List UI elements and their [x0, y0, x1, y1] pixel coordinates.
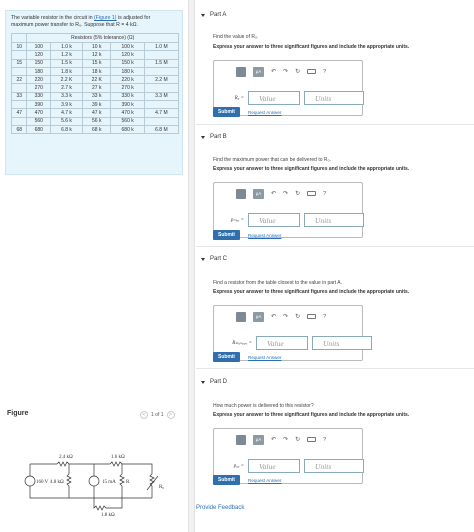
- table-cell: 270: [27, 84, 51, 92]
- answer-row: [218, 91, 364, 105]
- part-question: Find a resistor from the table closest to the value in part A.: [213, 280, 342, 286]
- units-button[interactable]: μA: [253, 312, 264, 322]
- math-toolbar: [236, 434, 326, 445]
- redo-icon[interactable]: ↷: [283, 69, 289, 75]
- table-cell: 2.2 K: [51, 76, 83, 84]
- part-instructions: Express your answer to three significant figures and include the appropriate units.: [213, 289, 410, 295]
- table-cell: 1.5 k: [51, 59, 83, 67]
- variable-label: R₀ =: [234, 95, 244, 101]
- figure-title: Figure: [7, 410, 29, 417]
- units-button[interactable]: μA: [253, 435, 264, 445]
- table-cell: 33: [12, 92, 27, 100]
- table-cell: 120 k: [111, 51, 144, 59]
- table-cell: 68 k: [83, 125, 111, 133]
- provide-feedback-link[interactable]: Provide Feedback: [196, 505, 245, 511]
- units-input[interactable]: Units: [312, 336, 372, 350]
- circuit-diagram: [22, 448, 187, 520]
- part-question: Find the value of R₀.: [213, 34, 259, 40]
- math-toolbar: [236, 188, 326, 199]
- value-input[interactable]: Value: [248, 213, 300, 227]
- part-instructions: Express your answer to three significant figures and include the appropriate units.: [213, 44, 410, 50]
- reset-icon[interactable]: ↻: [295, 69, 301, 75]
- variable-label: p₀ₒ =: [233, 463, 244, 469]
- table-row: [12, 109, 179, 117]
- resistor-load: [150, 474, 154, 498]
- reset-icon[interactable]: ↻: [295, 437, 301, 443]
- table-cell: 220 k: [111, 76, 144, 84]
- current-source: [89, 476, 99, 486]
- intro-line1b: is adjusted for: [118, 15, 151, 21]
- reset-icon[interactable]: ↻: [295, 314, 301, 320]
- table-cell: [144, 67, 178, 75]
- undo-icon[interactable]: ↶: [271, 314, 277, 320]
- table-row: [12, 101, 179, 109]
- intro-line2: maximum power transfer to R₀. Suppose that R = 4 kΩ.: [11, 22, 138, 28]
- table-cell: [12, 101, 27, 109]
- table-cell: 120: [27, 51, 51, 59]
- table-cell: [12, 84, 27, 92]
- table-cell: 68: [12, 125, 27, 133]
- help-icon[interactable]: ?: [323, 190, 327, 197]
- redo-icon[interactable]: ↷: [283, 314, 289, 320]
- table-cell: 390: [27, 101, 51, 109]
- table-cell: 680 k: [111, 125, 144, 133]
- answer-row: [218, 213, 364, 227]
- units-input[interactable]: Units: [304, 459, 364, 473]
- table-row: [12, 76, 179, 84]
- r3-label: 4.8 kΩ: [50, 480, 64, 485]
- table-row: [12, 84, 179, 92]
- table-cell: 18 k: [83, 67, 111, 75]
- units-button[interactable]: μA: [253, 67, 264, 77]
- answer-row: [218, 459, 364, 473]
- submit-button[interactable]: Submit: [213, 475, 240, 485]
- current-label: 15 mA: [102, 480, 116, 485]
- units-input[interactable]: Units: [304, 213, 364, 227]
- table-cell: 220: [27, 76, 51, 84]
- table-cell: [144, 84, 178, 92]
- table-cell: 180: [27, 67, 51, 75]
- undo-icon[interactable]: ↶: [271, 69, 277, 75]
- table-cell: 100: [27, 43, 51, 51]
- table-cell: 100 k: [111, 43, 144, 51]
- variable-arrow: [147, 476, 158, 490]
- parts-panel: [196, 0, 474, 532]
- part-question: Find the maximum power that can be delivered to R₀.: [213, 157, 331, 163]
- table-row: [12, 67, 179, 75]
- collapse-icon: [201, 136, 205, 139]
- table-cell: 150 k: [111, 59, 144, 67]
- part-question: How much power is delivered to this resistor?: [213, 403, 314, 409]
- table-cell: 15: [12, 59, 27, 67]
- part-separator: [196, 368, 474, 369]
- part-instructions: Express your answer to three significant figures and include the appropriate units.: [213, 412, 410, 418]
- table-cell: 680: [27, 125, 51, 133]
- part-title: Part A: [210, 12, 227, 18]
- load-label: R₀: [159, 485, 165, 490]
- table-row: [12, 125, 179, 133]
- request-answer-link[interactable]: Request Answer: [248, 110, 282, 115]
- table-cell: 5.6 k: [51, 117, 83, 125]
- next-figure-button[interactable]: >: [167, 411, 175, 419]
- undo-icon[interactable]: ↶: [271, 191, 277, 197]
- table-cell: 47 k: [83, 109, 111, 117]
- problem-panel: [0, 0, 188, 532]
- collapse-icon: [201, 258, 205, 261]
- table-row: [12, 43, 179, 51]
- table-cell: 39 k: [83, 101, 111, 109]
- resistor-r4: [94, 498, 122, 510]
- redo-icon[interactable]: ↷: [283, 437, 289, 443]
- table-cell: 33 k: [83, 92, 111, 100]
- request-answer-link[interactable]: Request Answer: [248, 233, 282, 238]
- prev-figure-button[interactable]: <: [140, 411, 148, 419]
- table-cell: 470 k: [111, 109, 144, 117]
- table-row: [12, 59, 179, 67]
- voltage-label: 160 V: [36, 480, 49, 485]
- request-answer-link[interactable]: Request Answer: [248, 478, 282, 483]
- table-cell: 330: [27, 92, 51, 100]
- undo-icon[interactable]: ↶: [271, 437, 277, 443]
- table-cell: 3.3 M: [144, 92, 178, 100]
- math-toolbar: [236, 66, 326, 77]
- table-cell: 150: [27, 59, 51, 67]
- help-icon[interactable]: ?: [323, 436, 327, 443]
- table-cell: 4.7 k: [51, 109, 83, 117]
- variable-label: Rₛₜₐₙₑₐᵣₑ =: [232, 341, 252, 346]
- table-cell: 4.7 M: [144, 109, 178, 117]
- collapse-icon: [201, 14, 205, 17]
- table-cell: 6.8 M: [144, 125, 178, 133]
- table-cell: 390 k: [111, 101, 144, 109]
- resistor-table: [11, 33, 179, 134]
- template-icon[interactable]: [236, 312, 246, 322]
- table-cell: 12 k: [83, 51, 111, 59]
- panel-divider[interactable]: [188, 0, 195, 532]
- template-icon[interactable]: [236, 435, 246, 445]
- value-input[interactable]: Value: [248, 91, 300, 105]
- figure-link[interactable]: (Figure 1): [94, 15, 117, 21]
- keyboard-icon[interactable]: [307, 314, 316, 319]
- r1-label: 2.4 kΩ: [59, 455, 73, 460]
- resistor-r1: [57, 462, 69, 466]
- help-icon[interactable]: ?: [323, 313, 327, 320]
- table-cell: 1.0 k: [51, 43, 83, 51]
- table-cell: [144, 117, 178, 125]
- table-cell: 2.7 k: [51, 84, 83, 92]
- part-c-header[interactable]: [201, 256, 227, 262]
- part-instructions: Express your answer to three significant figures and include the appropriate units.: [213, 166, 410, 172]
- collapse-icon: [201, 381, 205, 384]
- table-cell: [12, 51, 27, 59]
- problem-intro: [5, 10, 183, 175]
- figure-pager: [140, 411, 175, 419]
- part-title: Part D: [210, 379, 228, 385]
- table-cell: 470: [27, 109, 51, 117]
- var-label: R: [126, 480, 130, 485]
- keyboard-icon[interactable]: [307, 437, 316, 442]
- table-cell: 1.5 M: [144, 59, 178, 67]
- table-cell: 27 k: [83, 84, 111, 92]
- table-cell: 22 K: [83, 76, 111, 84]
- variable-label: pₘₐₓ =: [230, 218, 244, 223]
- math-toolbar: [236, 311, 326, 322]
- table-cell: 1.8 k: [51, 67, 83, 75]
- table-row: [12, 51, 179, 59]
- intro-text: [11, 15, 177, 29]
- wire: [122, 464, 152, 474]
- voltage-source: [25, 476, 35, 486]
- part-separator: [196, 246, 474, 247]
- part-b-header[interactable]: [201, 134, 227, 140]
- table-cell: [144, 51, 178, 59]
- part-d-header[interactable]: [201, 379, 227, 385]
- table-row: [12, 92, 179, 100]
- request-answer-link[interactable]: Request Answer: [248, 355, 282, 360]
- resistor-r3: [67, 464, 71, 498]
- table-cell: 560 k: [111, 117, 144, 125]
- resistor-var: [120, 464, 124, 498]
- part-separator: [196, 124, 474, 125]
- submit-button[interactable]: Submit: [213, 107, 240, 117]
- template-icon[interactable]: [236, 67, 246, 77]
- table-cell: 3.3 k: [51, 92, 83, 100]
- value-input[interactable]: Value: [256, 336, 308, 350]
- r4-label: 1.8 kΩ: [101, 513, 115, 518]
- table-cell: 6.8 k: [51, 125, 83, 133]
- part-title: Part B: [210, 134, 227, 140]
- table-cell: 560: [27, 117, 51, 125]
- help-icon[interactable]: ?: [323, 68, 327, 75]
- table-cell: 15 k: [83, 59, 111, 67]
- table-cell: 180 k: [111, 67, 144, 75]
- submit-button[interactable]: Submit: [213, 230, 240, 240]
- units-button[interactable]: μA: [253, 189, 264, 199]
- table-cell: 1.0 M: [144, 43, 178, 51]
- table-cell: 1.2 k: [51, 51, 83, 59]
- table-cell: 330 k: [111, 92, 144, 100]
- table-cell: 10: [12, 43, 27, 51]
- intro-line1: The variable resistor in the circuit in: [11, 15, 93, 21]
- table-row: [12, 117, 179, 125]
- table-cell: 3.9 k: [51, 101, 83, 109]
- table-cell: [144, 101, 178, 109]
- table-header: Resistors (5% tolerance) (Ω): [27, 34, 179, 43]
- table-cell: 270 k: [111, 84, 144, 92]
- keyboard-icon[interactable]: [307, 191, 316, 196]
- redo-icon[interactable]: ↷: [283, 191, 289, 197]
- table-corner: [12, 34, 27, 43]
- table-cell: [12, 67, 27, 75]
- pager-text: 1 of 1: [151, 412, 164, 418]
- reset-icon[interactable]: ↻: [295, 191, 301, 197]
- part-title: Part C: [210, 256, 228, 262]
- r2-label: 1.6 kΩ: [111, 455, 125, 460]
- part-a-header[interactable]: [201, 12, 226, 18]
- keyboard-icon[interactable]: [307, 69, 316, 74]
- table-cell: 10 k: [83, 43, 111, 51]
- resistor-r2: [110, 462, 122, 466]
- value-input[interactable]: Value: [248, 459, 300, 473]
- table-cell: [12, 117, 27, 125]
- table-cell: 47: [12, 109, 27, 117]
- units-input[interactable]: Units: [304, 91, 364, 105]
- table-cell: 56 k: [83, 117, 111, 125]
- wire: [30, 486, 152, 498]
- table-cell: 22: [12, 76, 27, 84]
- submit-button[interactable]: Submit: [213, 352, 240, 362]
- table-cell: 2.2 M: [144, 76, 178, 84]
- template-icon[interactable]: [236, 189, 246, 199]
- answer-row: [218, 336, 372, 350]
